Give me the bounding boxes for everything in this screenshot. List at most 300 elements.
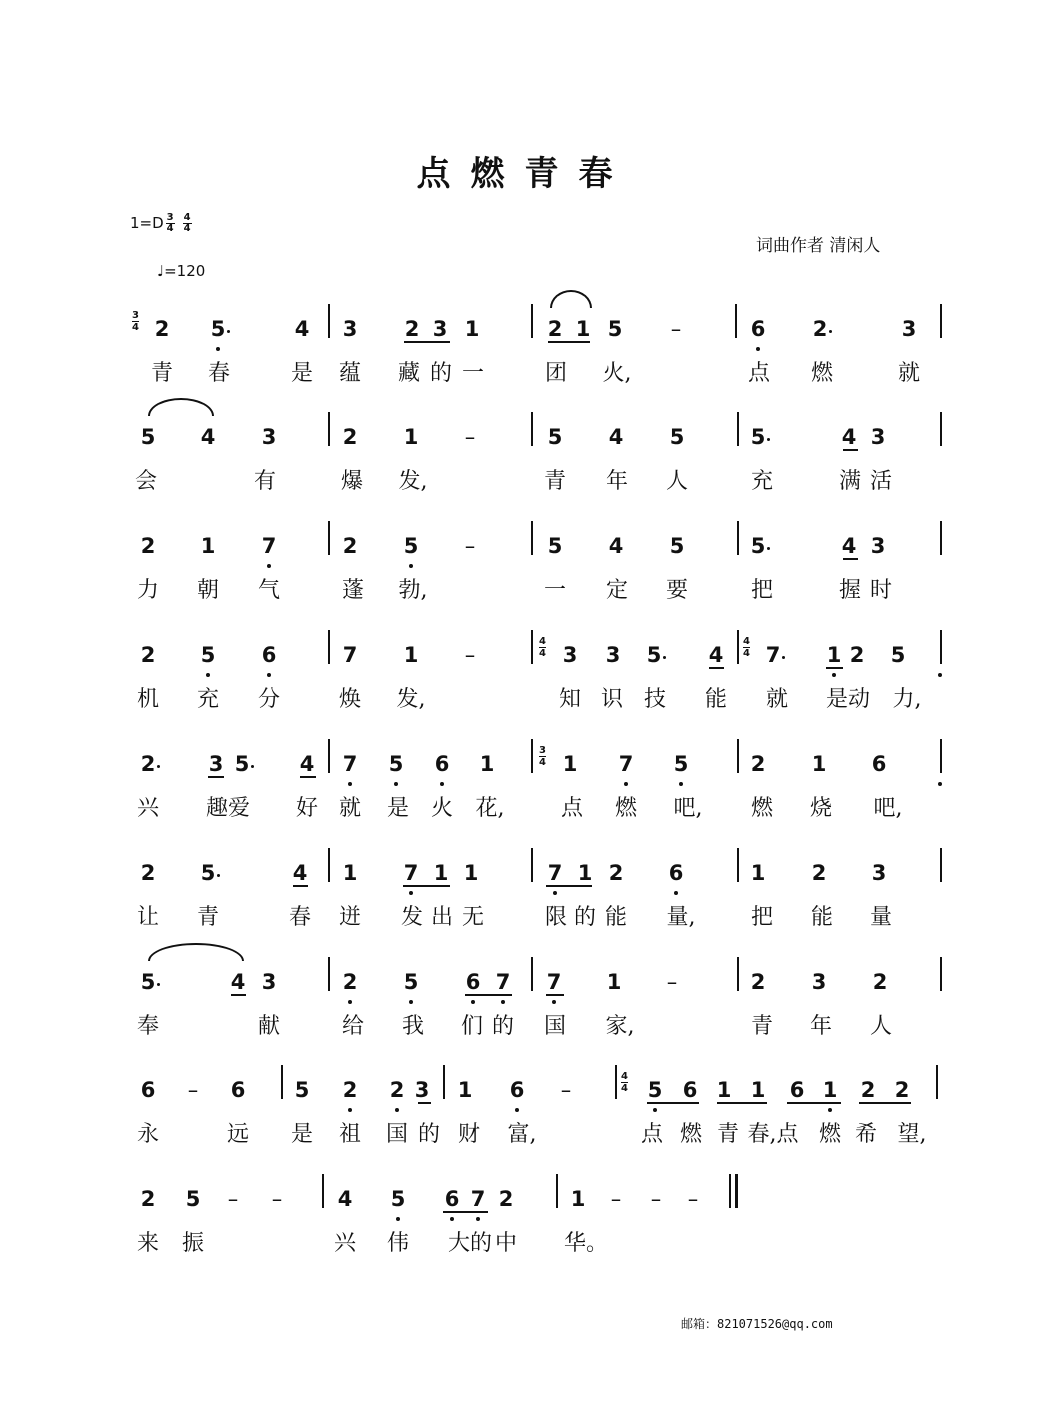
note: 1: [716, 1078, 732, 1102]
lyric-syllable: 就: [765, 687, 789, 712]
barline: [531, 521, 533, 555]
lyric-syllable: 献: [257, 1014, 281, 1039]
lyric-syllable: 限: [544, 905, 568, 930]
lower-octave-dot: [440, 782, 444, 786]
lyric-syllable: 充: [750, 469, 774, 494]
eighth-underline: [717, 1102, 767, 1104]
note: 7: [495, 970, 511, 994]
lower-octave-dot: [471, 1000, 475, 1004]
notes-line: [0, 1186, 1049, 1226]
lower-octave-dot: [938, 673, 942, 677]
note: 4: [608, 534, 624, 558]
lyric-syllable: 好: [295, 796, 319, 821]
note: 1: [577, 861, 593, 885]
note: 2: [750, 752, 766, 776]
note: 5: [234, 752, 250, 776]
lyric-syllable: 力,: [892, 687, 922, 712]
lyric-syllable: 让: [136, 905, 160, 930]
note-extension: –: [187, 1078, 199, 1102]
lyric-syllable: 知: [558, 687, 582, 712]
lyric-syllable: 火: [430, 796, 454, 821]
lower-octave-dot: [348, 782, 352, 786]
note: 5: [750, 534, 766, 558]
note-extension: –: [560, 1078, 572, 1102]
lyric-syllable: 富,: [507, 1122, 537, 1147]
quarter-note-icon: ♩: [157, 262, 165, 280]
lyric-syllable: 焕: [338, 687, 362, 712]
note: 1: [342, 861, 358, 885]
note: 6: [444, 1187, 460, 1211]
barline: [328, 412, 330, 446]
lyric-syllable: 是: [290, 361, 314, 386]
note: 4: [200, 425, 216, 449]
lyric-syllable: 青: [196, 905, 220, 930]
lyric-syllable: 远: [226, 1122, 250, 1147]
note: 1: [463, 861, 479, 885]
note: 3: [261, 425, 277, 449]
lyric-syllable: 朝: [196, 578, 220, 603]
lyric-syllable: 年: [809, 1014, 833, 1039]
lyric-syllable: 蕴: [338, 361, 362, 386]
note: 6: [509, 1078, 525, 1102]
lyric-syllable: 时: [869, 578, 893, 603]
eighth-underline: [546, 994, 564, 996]
note: 6: [750, 317, 766, 341]
eighth-underline: [443, 1211, 488, 1213]
note: 2: [608, 861, 624, 885]
lyric-syllable: 的: [417, 1122, 441, 1147]
lower-octave-dot: [938, 782, 942, 786]
lyric-syllable: 火,: [602, 361, 632, 386]
notes-line: [0, 969, 1049, 1009]
time-signature: 4 4: [621, 1071, 628, 1094]
time-signature-4-4: $\frac{4}{4}$: [183, 211, 191, 234]
lyric-syllable: 量,: [666, 905, 696, 930]
notes-line: [0, 636, 1049, 682]
lyric-syllable: 财: [457, 1122, 481, 1147]
eighth-underline: [843, 449, 858, 451]
lower-octave-dot: [756, 347, 760, 351]
note: 1: [822, 1078, 838, 1102]
eighth-underline: [208, 776, 224, 778]
notes-line: [0, 1071, 1049, 1117]
lyric-syllable: 点: [560, 796, 584, 821]
note-extension: –: [610, 1187, 622, 1211]
eighth-underline: [293, 885, 308, 887]
augmentation-dot: [767, 438, 770, 441]
note-extension: –: [464, 534, 476, 558]
note: 6: [230, 1078, 246, 1102]
lyric-syllable: 勃,: [398, 578, 428, 603]
note-extension: –: [666, 970, 678, 994]
note: 5: [547, 425, 563, 449]
lyric-syllable: 技: [643, 687, 667, 712]
eighth-underline: [709, 667, 724, 669]
lyric-syllable: 华。: [563, 1231, 609, 1256]
note: 6: [682, 1078, 698, 1102]
score-line: [0, 310, 1049, 406]
lyric-syllable: 家,: [605, 1014, 635, 1039]
lyric-syllable: 能: [704, 687, 728, 712]
lower-octave-dot: [409, 891, 413, 895]
lyric-syllable: 是动: [825, 687, 871, 712]
lyrics-line: [0, 791, 1049, 821]
note: 4: [708, 643, 724, 667]
lyric-syllable: 会: [134, 469, 158, 494]
lyric-syllable: 人: [665, 469, 689, 494]
note: 4: [608, 425, 624, 449]
lyric-syllable: 机: [136, 687, 160, 712]
lyric-syllable: 燃: [818, 1122, 842, 1147]
lower-octave-dot: [206, 673, 210, 677]
note: 4: [841, 534, 857, 558]
lower-octave-dot: [552, 1000, 556, 1004]
lyric-syllable: 藏: [397, 361, 421, 386]
augmentation-dot: [251, 765, 254, 768]
eighth-underline: [231, 994, 246, 996]
lyric-syllable: 一: [543, 578, 567, 603]
note-extension: –: [271, 1187, 283, 1211]
eighth-underline: [859, 1102, 911, 1104]
time-signature: 3 4: [132, 310, 139, 333]
note: 1: [403, 425, 419, 449]
note: 5: [750, 425, 766, 449]
lower-octave-dot: [396, 1217, 400, 1221]
note: 2: [140, 534, 156, 558]
note: 1: [479, 752, 495, 776]
score-line: [0, 1071, 1049, 1167]
note: 7: [547, 861, 563, 885]
lower-octave-dot: [624, 782, 628, 786]
lyric-syllable: 奉: [136, 1014, 160, 1039]
note: 4: [292, 861, 308, 885]
note: 7: [618, 752, 634, 776]
lower-octave-dot: [267, 564, 271, 568]
note: 2: [860, 1078, 876, 1102]
lyric-syllable: 把: [750, 578, 774, 603]
barline: [940, 521, 942, 555]
barline: [322, 1174, 324, 1208]
note: 2: [812, 317, 828, 341]
note: 2: [342, 1078, 358, 1102]
lyric-syllable: 的: [491, 1014, 515, 1039]
note: 2: [342, 970, 358, 994]
lyrics-line: [0, 1009, 1049, 1039]
barline: [940, 848, 942, 882]
lyric-syllable: 吧,: [673, 796, 703, 821]
score-line: [0, 1186, 1049, 1276]
lyric-syllable: 发,: [396, 687, 426, 712]
lyric-syllable: 年: [605, 469, 629, 494]
augmentation-dot: [157, 983, 160, 986]
lyric-syllable: 力: [136, 578, 160, 603]
lyrics-line: [0, 1117, 1049, 1147]
note: 6: [789, 1078, 805, 1102]
score-line: [0, 860, 1049, 950]
key-label: 1=D: [130, 214, 164, 232]
barline: [556, 1174, 558, 1208]
note: 5: [607, 317, 623, 341]
barline: [940, 630, 942, 664]
note: 5: [673, 752, 689, 776]
lyric-syllable: 发,: [398, 469, 428, 494]
note: 3: [811, 970, 827, 994]
note-extension: –: [687, 1187, 699, 1211]
time-signature: 3 4: [539, 745, 546, 768]
lyrics-line: [0, 900, 1049, 930]
lyric-syllable: 给: [341, 1014, 365, 1039]
lyric-syllable: 来: [136, 1231, 160, 1256]
lyric-syllable: 春: [207, 361, 231, 386]
barline: [531, 957, 533, 991]
note: 7: [261, 534, 277, 558]
note: 1: [562, 752, 578, 776]
lyric-syllable: 兴: [136, 796, 160, 821]
note: 4: [230, 970, 246, 994]
note: 7: [470, 1187, 486, 1211]
lyric-syllable: 充: [196, 687, 220, 712]
lyric-syllable: 国: [385, 1122, 409, 1147]
tempo-marking: [157, 262, 205, 280]
barline: [328, 521, 330, 555]
note-extension: –: [464, 643, 476, 667]
note: 6: [140, 1078, 156, 1102]
page-title: 点燃青春: [416, 154, 633, 194]
note: 6: [668, 861, 684, 885]
barline: [940, 304, 942, 338]
lower-octave-dot: [267, 673, 271, 677]
note: 2: [849, 643, 865, 667]
eighth-underline: [404, 341, 450, 343]
lower-octave-dot: [348, 1000, 352, 1004]
lyric-syllable: 点: [747, 361, 771, 386]
lyric-syllable: 国: [543, 1014, 567, 1039]
note: 5: [140, 970, 156, 994]
lyric-syllable: 青: [750, 1014, 774, 1039]
lower-octave-dot: [501, 1000, 505, 1004]
lyric-syllable: 把: [750, 905, 774, 930]
lyric-syllable: 是: [386, 796, 410, 821]
lyric-syllable: 燃: [750, 796, 774, 821]
note: 6: [871, 752, 887, 776]
note: 5: [390, 1187, 406, 1211]
lyric-syllable: 燃: [679, 1122, 703, 1147]
lower-octave-dot: [653, 1108, 657, 1112]
barline: [328, 630, 330, 664]
lyric-syllable: 有: [253, 469, 277, 494]
lyrics-line: [0, 464, 1049, 494]
note: 2: [342, 425, 358, 449]
score-line: [0, 969, 1049, 1059]
lyric-syllable: 青: [716, 1122, 740, 1147]
eighth-underline: [647, 1102, 699, 1104]
lyric-syllable: 振: [181, 1231, 205, 1256]
lyric-syllable: 握: [838, 578, 862, 603]
lyric-syllable: 气: [257, 578, 281, 603]
note: 1: [826, 643, 842, 667]
lyric-syllable: 能: [604, 905, 628, 930]
lyric-syllable: 春,点: [747, 1122, 799, 1147]
tempo-value: =120: [164, 262, 206, 280]
barline: [531, 412, 533, 446]
eighth-underline: [546, 885, 592, 887]
lyric-syllable: 的: [573, 905, 597, 930]
note: 3: [342, 317, 358, 341]
eighth-underline: [826, 667, 843, 669]
note: 1: [200, 534, 216, 558]
barline: [281, 1065, 283, 1099]
note: 4: [299, 752, 315, 776]
note: 1: [811, 752, 827, 776]
note: 4: [841, 425, 857, 449]
score-line: [0, 745, 1049, 841]
note: 7: [403, 861, 419, 885]
note: 1: [750, 1078, 766, 1102]
note: 5: [403, 970, 419, 994]
barline: [729, 1174, 731, 1208]
score-line: [0, 636, 1049, 732]
barline: [940, 739, 942, 773]
lyric-syllable: 是: [290, 1122, 314, 1147]
lower-octave-dot: [395, 1108, 399, 1112]
lyric-syllable: 兴: [333, 1231, 357, 1256]
note: 2: [811, 861, 827, 885]
notes-line: [0, 533, 1049, 573]
lower-octave-dot: [409, 564, 413, 568]
eighth-underline: [843, 558, 858, 560]
lyric-syllable: 趣爱: [205, 796, 251, 821]
barline: [328, 739, 330, 773]
lyric-syllable: 分: [257, 687, 281, 712]
lyric-syllable: 无: [461, 905, 485, 930]
lyrics-line: [0, 356, 1049, 386]
note: 5: [388, 752, 404, 776]
note: 7: [546, 970, 562, 994]
score-line: [0, 533, 1049, 623]
slur: [550, 290, 592, 308]
lower-octave-dot: [394, 782, 398, 786]
note: 1: [457, 1078, 473, 1102]
note: 2: [389, 1078, 405, 1102]
lower-octave-dot: [828, 1108, 832, 1112]
final-barline: [735, 1174, 738, 1208]
note: 3: [901, 317, 917, 341]
note: 2: [140, 861, 156, 885]
barline: [615, 1065, 617, 1099]
score-line: [0, 424, 1049, 514]
note: 5: [403, 534, 419, 558]
lyric-syllable: 发: [400, 905, 424, 930]
augmentation-dot: [663, 656, 666, 659]
note: 2: [547, 317, 563, 341]
notes-line: [0, 860, 1049, 900]
note: 1: [403, 643, 419, 667]
note: 2: [894, 1078, 910, 1102]
lyric-syllable: 迸: [338, 905, 362, 930]
lower-octave-dot: [409, 1000, 413, 1004]
lyric-syllable: 识: [600, 687, 624, 712]
lyric-syllable: 满: [838, 469, 862, 494]
lyric-syllable: 量: [869, 905, 893, 930]
barline: [735, 304, 737, 338]
note: 2: [404, 317, 420, 341]
note: 2: [140, 643, 156, 667]
lower-octave-dot: [674, 891, 678, 895]
lower-octave-dot: [515, 1108, 519, 1112]
lyric-syllable: 望,: [897, 1122, 927, 1147]
lyric-syllable: 花,: [475, 796, 505, 821]
lyric-syllable: 希: [854, 1122, 878, 1147]
lyric-syllable: 吧,: [873, 796, 903, 821]
augmentation-dot: [829, 330, 832, 333]
barline: [531, 739, 533, 773]
note: 6: [434, 752, 450, 776]
barline: [737, 848, 739, 882]
barline: [328, 304, 330, 338]
lyric-syllable: 定: [605, 578, 629, 603]
barline: [443, 1065, 445, 1099]
contact-email: 邮箱：821071526@qq.com: [681, 1317, 833, 1331]
note: 2: [872, 970, 888, 994]
note: 5: [210, 317, 226, 341]
barline: [737, 739, 739, 773]
lyric-syllable: 青: [543, 469, 567, 494]
note: 1: [570, 1187, 586, 1211]
barline: [737, 521, 739, 555]
lower-octave-dot: [216, 347, 220, 351]
barline: [531, 304, 533, 338]
lyric-syllable: 人: [869, 1014, 893, 1039]
note: 3: [261, 970, 277, 994]
note: 6: [261, 643, 277, 667]
note: 7: [765, 643, 781, 667]
lyric-syllable: 团: [544, 361, 568, 386]
note: 4: [337, 1187, 353, 1211]
lyric-syllable: 就: [897, 361, 921, 386]
lyric-syllable: 就: [338, 796, 362, 821]
time-signature-3-4: $\frac{3}{4}$: [166, 211, 174, 234]
lower-octave-dot: [348, 1108, 352, 1112]
lyrics-line: [0, 573, 1049, 603]
lyric-syllable: 青: [150, 361, 174, 386]
lyric-syllable: 爆: [340, 469, 364, 494]
note: 1: [606, 970, 622, 994]
note-extension: –: [227, 1187, 239, 1211]
lower-octave-dot: [553, 891, 557, 895]
barline: [737, 957, 739, 991]
note: 2: [750, 970, 766, 994]
note: 5: [890, 643, 906, 667]
note: 3: [562, 643, 578, 667]
eighth-underline: [300, 776, 316, 778]
note: 5: [547, 534, 563, 558]
lyric-syllable: 们: [460, 1014, 484, 1039]
lyric-syllable: 春: [288, 905, 312, 930]
lyric-syllable: 点: [640, 1122, 664, 1147]
lyric-syllable: 烧: [809, 796, 833, 821]
note: 4: [294, 317, 310, 341]
eighth-underline: [787, 1102, 841, 1104]
lyrics-line: [0, 1226, 1049, 1256]
barline: [531, 630, 533, 664]
note: 5: [647, 1078, 663, 1102]
barline: [940, 412, 942, 446]
note: 3: [432, 317, 448, 341]
lyric-syllable: 祖: [338, 1122, 362, 1147]
note-extension: –: [464, 425, 476, 449]
eighth-underline: [418, 1102, 431, 1104]
note: 5: [185, 1187, 201, 1211]
